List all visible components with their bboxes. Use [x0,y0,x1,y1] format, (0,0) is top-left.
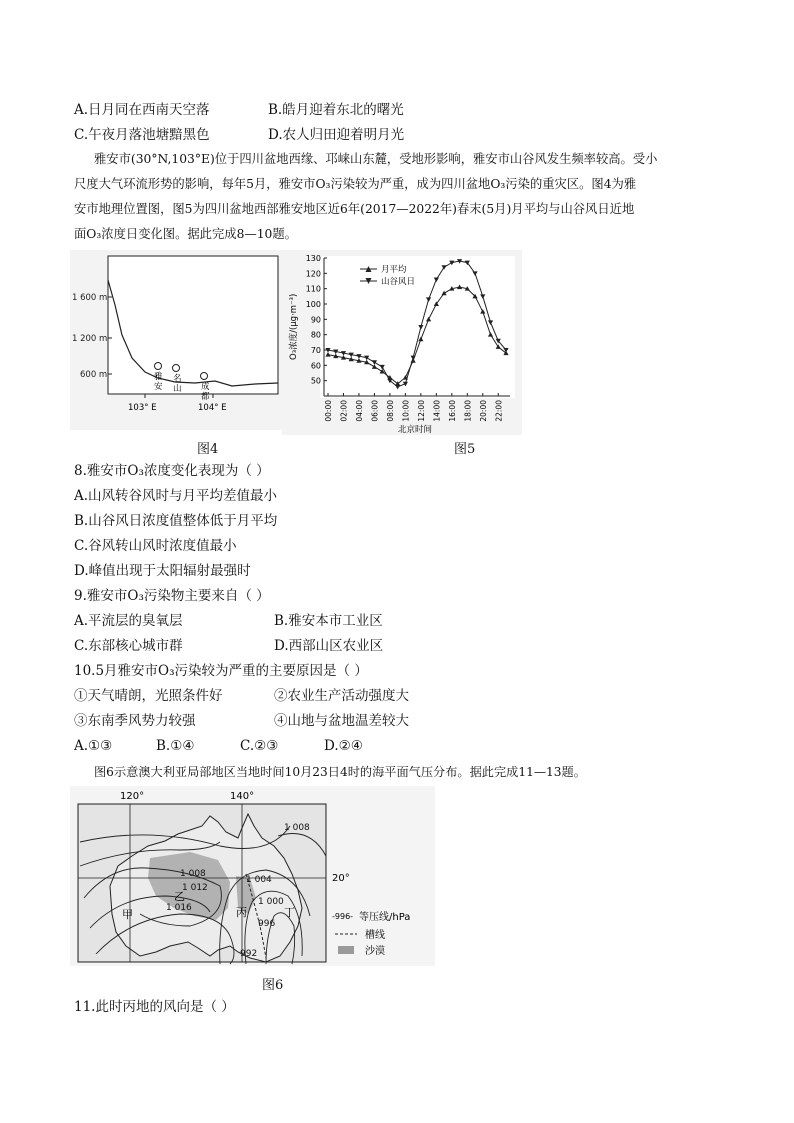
fig5-xtick-label: 10:00 [401,400,411,422]
legend-trough: 槽线 [365,930,385,941]
legend-isobar: 等压线/hPa [359,912,411,923]
fig5-ytick-label: 50 [310,376,321,386]
fig5-ytick-label: 130 [305,254,321,263]
q10-statement-2: ②农业生产活动强度大 [274,688,409,704]
isobar-1004: 1 004 [246,875,272,885]
fig5-xlabel: 北京时间 [398,425,433,435]
intro-11-13: 图6示意澳大利亚局部地区当地时间10月23日4时的海平面气压分布。据此完成11—13题。 [94,765,586,779]
figure-6-map [70,786,435,966]
chengdu-label-2: 都 [201,392,210,402]
isobar-1008: 1 008 [180,869,206,879]
fig5-xtick-label: 00:00 [324,400,333,422]
intro-line-3: 安市地理位置图，图5为四川盆地西部雅安地区近6年(2017—2022年)春末(5月)月平均与山谷风日近地 [74,202,635,216]
fig5-xtick-label: 02:00 [339,400,349,422]
intro-line-4: 面O₃浓度日变化图。据此完成8—10题。 [74,227,297,241]
fig5-xtick-label: 08:00 [385,400,395,422]
mingshan-label-1: 名 [173,374,182,384]
q8-option-d: D.峰值出现于太阳辐射最强时 [74,563,251,579]
q7-option-d: D.农人归田迎着明月光 [268,127,405,143]
q7-option-c: C.午夜月落池塘黯黑色 [74,127,210,143]
legend-desert: 沙漠 [365,946,385,957]
figure-5-caption: 图5 [454,442,476,457]
fig5-xtick-label: 06:00 [370,400,380,422]
figure-4-map [70,250,290,430]
q9-option-b: B.雅安本市工业区 [274,613,383,629]
yaan-marker [155,363,162,370]
fig5-xtick-label: 20:00 [478,400,488,422]
q9-stem: 9.雅安市O₃污染物主要来自（ ） [74,588,270,604]
fig4-xtick-103: 103° E [128,403,157,413]
lon-120: 120° [120,791,145,802]
q8-option-b: B.山谷风日浓度值整体低于月平均 [74,513,278,529]
q10-option-c: C.②③ [240,738,279,754]
figure-5-chart [282,250,522,435]
figure-4-caption: 图4 [197,442,219,457]
fig4-xtick-104: 104° E [198,403,227,413]
yaan-label-2: 安 [154,382,163,392]
q8-option-a: A.山风转谷风时与月平均差值最小 [74,488,278,504]
mingshan-label-2: 山 [173,384,182,394]
legend-isobar-sample: -996- [332,912,354,921]
q7-option-b: B.皓月迎着东北的曙光 [268,102,404,118]
isobar-992: 992 [240,949,258,959]
q10-statement-3: ③东南季风势力较强 [74,713,196,729]
fig5-xtick-label: 18:00 [463,400,473,422]
isobar-996: 996 [258,919,276,929]
figure-6-caption: 图6 [262,978,284,993]
fig5-ytick-label: 60 [310,361,321,371]
isobar-1008-ne: 1 008 [284,823,310,833]
fig5-xtick-label: 04:00 [354,400,364,422]
lat-20: 20° [332,873,350,884]
isobar-1016: 1 016 [166,903,192,913]
fig5-ytick-label: 100 [305,300,321,309]
legend-monthly: 月平均 [381,265,407,275]
place-yi: 乙 [174,890,185,903]
fig5-ytick-label: 80 [310,330,321,340]
q9-option-a: A.平流层的臭氧层 [74,613,183,629]
q8-option-c: C.谷风转山风时浓度值最小 [74,538,237,554]
fig5-xtick-label: 16:00 [447,400,457,422]
q7-option-a: A.日月同在西南天空落 [74,102,210,118]
q9-option-d: D.西部山区农业区 [274,638,384,654]
fig4-ytick-1200: 1 200 m [72,334,108,344]
chengdu-label-1: 成 [201,382,210,392]
fig5-xtick-label: 14:00 [432,400,442,422]
intro-line-2: 尺度大气环流形势的影响，每年5月，雅安市O₃污染较为严重，成为四川盆地O₃污染的重灾区。图4为雅 [74,177,637,191]
fig5-ytick-label: 90 [310,315,321,325]
fig5-ytick-label: 70 [310,346,321,355]
q8-stem: 8.雅安市O₃浓度变化表现为（ ） [74,463,270,479]
fig4-ytick-600: 600 m [80,370,108,380]
q10-statement-4: ④山地与盆地温差较大 [274,713,409,729]
isobar-1000: 1 000 [258,897,284,907]
chengdu-marker [201,373,208,380]
fig5-xtick-label: 12:00 [416,400,426,422]
q10-statement-1: ①天气晴朗，光照条件好 [74,688,223,704]
mingshan-marker [173,365,180,372]
fig4-ytick-1600: 1 600 m [72,293,108,303]
isobar-1012: 1 012 [182,883,208,893]
place-bing: 丙 [236,906,247,919]
intro-line-1: 雅安市(30°N,103°E)位于四川盆地西缘、邛崃山东麓，受地形影响，雅安市山谷风发生频率较高。受小 [94,152,658,166]
q10-option-a: A.①③ [74,738,113,754]
fig5-ylabel: O₃浓度/(μg·m⁻³) [289,293,299,360]
place-ding: 丁 [284,906,295,919]
q11-stem: 11.此时丙地的风向是（ ） [74,999,235,1015]
q10-option-d: D.②④ [324,738,363,754]
q9-option-c: C.东部核心城市群 [74,638,183,654]
fig5-ytick-label: 120 [305,269,321,279]
lon-140: 140° [230,791,255,802]
fig5-ytick-label: 110 [305,284,321,294]
fig5-xtick-label: 22:00 [494,400,504,422]
place-jia: 甲 [122,908,133,921]
q10-stem: 10.5月雅安市O₃污染较为严重的主要原因是（ ） [74,663,368,679]
q10-option-b: B.①④ [156,738,195,754]
yaan-label-1: 雅 [154,372,163,382]
legend-valley: 山谷风日 [381,277,416,287]
